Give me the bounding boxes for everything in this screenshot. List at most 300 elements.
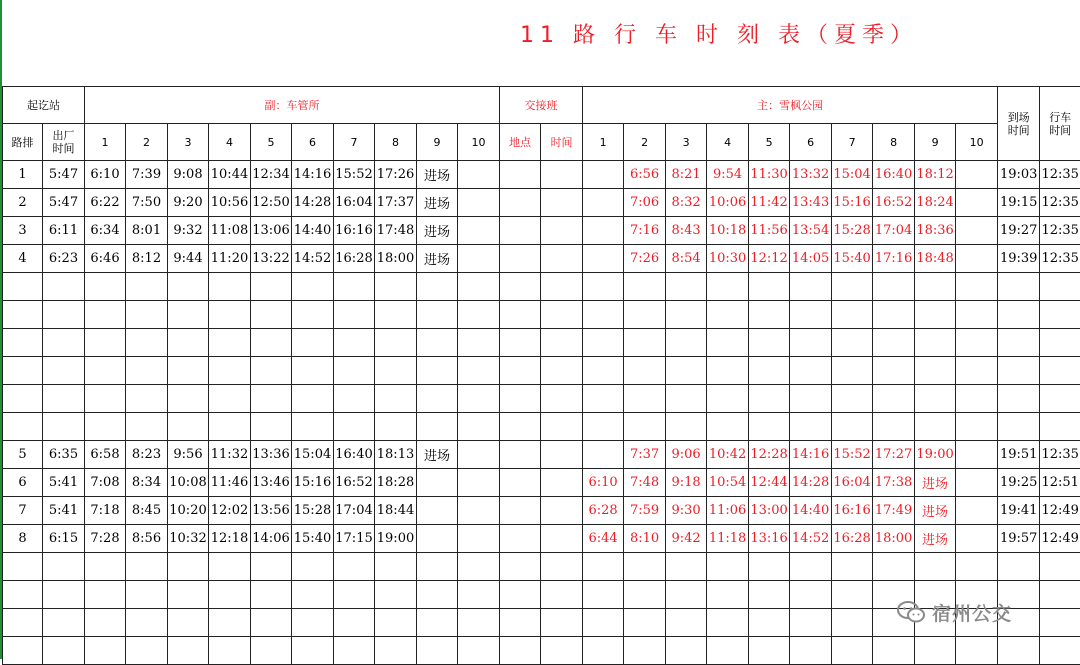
sub-time-cell: [209, 581, 251, 609]
sub-col-header: 2: [126, 124, 168, 161]
handover-place-cell: [500, 609, 541, 637]
sub-time-cell: 14:28: [292, 189, 334, 217]
table-row: [3, 385, 1080, 413]
sub-time-cell: [85, 385, 126, 413]
sub-time-cell: [85, 273, 126, 301]
handover-place-cell: [500, 245, 541, 273]
sub-time-cell: [417, 581, 458, 609]
arrive-time-cell: [998, 385, 1040, 413]
sub-time-cell: [375, 609, 417, 637]
sub-time-cell: [168, 301, 209, 329]
run-time-cell: 12:35: [1040, 217, 1080, 245]
sub-time-cell: [126, 385, 168, 413]
sub-time-cell: [334, 301, 375, 329]
main-time-cell: [790, 553, 832, 581]
handover-place-cell: [500, 553, 541, 581]
sub-time-cell: [251, 609, 292, 637]
main-time-cell: 9:30: [666, 497, 707, 525]
main-time-cell: [583, 301, 624, 329]
run-time-cell: 12:49: [1040, 525, 1080, 553]
sub-time-cell: [168, 357, 209, 385]
table-row: [3, 637, 1080, 665]
main-time-cell: [873, 329, 915, 357]
sub-time-cell: [417, 525, 458, 553]
sub-time-cell: 13:06: [251, 217, 292, 245]
depart-time-cell: 6:23: [43, 245, 85, 273]
main-time-cell: [666, 581, 707, 609]
sub-col-header: 3: [168, 124, 209, 161]
table-row: [3, 161, 1080, 189]
sub-time-cell: [209, 413, 251, 441]
main-time-cell: 11:18: [707, 525, 749, 553]
sub-time-cell: 17:04: [334, 497, 375, 525]
sub-time-cell: [251, 637, 292, 665]
main-time-cell: [790, 581, 832, 609]
main-time-cell: 10:30: [707, 245, 749, 273]
depart-time-cell: [43, 413, 85, 441]
main-time-cell: 11:42: [749, 189, 790, 217]
main-time-cell: 进场: [915, 469, 956, 497]
table-row: [3, 245, 1080, 273]
main-time-cell: [666, 301, 707, 329]
arrive-time-cell: [998, 553, 1040, 581]
main-time-cell: [583, 581, 624, 609]
sub-time-cell: [85, 301, 126, 329]
sub-time-cell: 12:18: [209, 525, 251, 553]
main-time-cell: [666, 553, 707, 581]
sub-time-cell: 进场: [417, 441, 458, 469]
depart-time-header: 出厂 时间: [43, 124, 85, 161]
main-time-cell: [956, 301, 998, 329]
main-time-cell: [707, 413, 749, 441]
main-time-cell: [749, 301, 790, 329]
sub-time-cell: 16:40: [334, 441, 375, 469]
sub-time-cell: 8:01: [126, 217, 168, 245]
main-time-cell: 8:10: [624, 525, 666, 553]
main-time-cell: [790, 273, 832, 301]
sub-time-cell: 15:28: [292, 497, 334, 525]
main-time-cell: [832, 553, 873, 581]
main-time-cell: 16:16: [832, 497, 873, 525]
run-time-cell: 12:49: [1040, 497, 1080, 525]
main-time-cell: [873, 273, 915, 301]
main-time-cell: [583, 441, 624, 469]
sub-time-cell: 8:12: [126, 245, 168, 273]
sub-time-cell: [334, 413, 375, 441]
main-time-cell: 16:40: [873, 161, 915, 189]
main-time-cell: [624, 385, 666, 413]
sub-time-cell: 17:37: [375, 189, 417, 217]
main-time-cell: 10:54: [707, 469, 749, 497]
sub-time-cell: [85, 413, 126, 441]
sub-time-cell: [168, 413, 209, 441]
sub-time-cell: 8:34: [126, 469, 168, 497]
handover-place-cell: [500, 357, 541, 385]
main-time-cell: 15:04: [832, 161, 873, 189]
main-time-cell: [790, 637, 832, 665]
table-row: [3, 217, 1080, 245]
main-time-cell: [832, 637, 873, 665]
sub-time-cell: [375, 329, 417, 357]
handover-time-cell: [541, 553, 583, 581]
handover-place-cell: [500, 301, 541, 329]
sub-time-cell: 8:23: [126, 441, 168, 469]
sub-time-cell: [85, 553, 126, 581]
arrive-time-cell: 19:39: [998, 245, 1040, 273]
main-time-cell: 13:43: [790, 189, 832, 217]
arrive-time-cell: [998, 637, 1040, 665]
handover-time-cell: [541, 609, 583, 637]
sub-time-cell: 7:28: [85, 525, 126, 553]
run-time-cell: 12:35: [1040, 161, 1080, 189]
sub-time-cell: [417, 413, 458, 441]
main-time-cell: [915, 637, 956, 665]
sub-time-cell: [334, 329, 375, 357]
sub-time-cell: [375, 637, 417, 665]
arrive-time-cell: [998, 329, 1040, 357]
main-time-cell: 7:16: [624, 217, 666, 245]
sub-time-cell: 6:22: [85, 189, 126, 217]
main-time-cell: [749, 357, 790, 385]
sub-time-cell: 13:36: [251, 441, 292, 469]
arrive-time-cell: [998, 357, 1040, 385]
sub-time-cell: [126, 413, 168, 441]
handover-time-cell: [541, 497, 583, 525]
sub-time-cell: [168, 609, 209, 637]
handover-time-cell: [541, 217, 583, 245]
sub-time-cell: 7:18: [85, 497, 126, 525]
route-number-cell: [3, 273, 43, 301]
main-time-cell: 6:28: [583, 497, 624, 525]
sub-time-cell: 12:50: [251, 189, 292, 217]
main-time-cell: 13:54: [790, 217, 832, 245]
main-time-cell: 11:56: [749, 217, 790, 245]
depart-time-cell: [43, 637, 85, 665]
route-number-cell: 6: [3, 469, 43, 497]
sub-time-cell: [251, 301, 292, 329]
arrive-time-cell: [998, 273, 1040, 301]
main-time-cell: [707, 637, 749, 665]
main-time-cell: [624, 273, 666, 301]
handover-time-cell: [541, 469, 583, 497]
run-time-cell: [1040, 385, 1080, 413]
main-time-cell: [624, 637, 666, 665]
depart-time-cell: [43, 385, 85, 413]
sub-time-cell: [126, 637, 168, 665]
main-time-cell: 17:49: [873, 497, 915, 525]
sub-time-cell: [334, 385, 375, 413]
sub-time-cell: [417, 385, 458, 413]
main-time-cell: 18:36: [915, 217, 956, 245]
sub-time-cell: [168, 385, 209, 413]
sub-time-cell: [458, 581, 500, 609]
main-time-cell: [832, 301, 873, 329]
sub-time-cell: [417, 553, 458, 581]
main-time-cell: [873, 357, 915, 385]
handover-place-cell: [500, 273, 541, 301]
sub-time-cell: [334, 637, 375, 665]
sub-time-cell: [209, 609, 251, 637]
route-header: 路排: [3, 124, 43, 161]
run-time-cell: 12:35: [1040, 245, 1080, 273]
handover-time-cell: [541, 273, 583, 301]
sub-time-cell: 16:28: [334, 245, 375, 273]
sub-time-cell: 16:04: [334, 189, 375, 217]
arrive-time-cell: [998, 413, 1040, 441]
main-time-cell: 6:56: [624, 161, 666, 189]
sub-time-cell: 11:32: [209, 441, 251, 469]
main-time-cell: 18:24: [915, 189, 956, 217]
sub-time-cell: [375, 413, 417, 441]
main-col-header: 2: [624, 124, 666, 161]
sub-time-cell: 6:46: [85, 245, 126, 273]
main-time-cell: [624, 413, 666, 441]
sub-time-cell: [458, 161, 500, 189]
depart-time-cell: [43, 609, 85, 637]
main-col-header: 7: [832, 124, 873, 161]
watermark-text: 宿州公交: [932, 599, 1012, 626]
sub-time-cell: [292, 357, 334, 385]
sub-time-cell: [251, 553, 292, 581]
main-time-cell: [915, 301, 956, 329]
main-time-cell: 14:28: [790, 469, 832, 497]
main-time-cell: [666, 329, 707, 357]
sub-time-cell: [375, 273, 417, 301]
main-time-cell: 9:06: [666, 441, 707, 469]
sub-time-cell: [458, 357, 500, 385]
handover-time-cell: [541, 581, 583, 609]
sub-time-cell: 11:46: [209, 469, 251, 497]
main-time-cell: 11:30: [749, 161, 790, 189]
main-time-cell: [956, 329, 998, 357]
sub-time-cell: [458, 441, 500, 469]
sub-time-cell: [251, 385, 292, 413]
table-row: [3, 357, 1080, 385]
sub-time-cell: 14:16: [292, 161, 334, 189]
table-row: [3, 553, 1080, 581]
sub-time-cell: [458, 217, 500, 245]
depart-time-cell: [43, 581, 85, 609]
sub-time-cell: 17:15: [334, 525, 375, 553]
sub-time-cell: [126, 553, 168, 581]
main-time-cell: [624, 609, 666, 637]
run-time-cell: 12:35: [1040, 189, 1080, 217]
sub-time-cell: 进场: [417, 217, 458, 245]
main-time-cell: [790, 413, 832, 441]
main-time-cell: 7:26: [624, 245, 666, 273]
main-time-cell: [749, 609, 790, 637]
main-time-cell: 18:48: [915, 245, 956, 273]
sub-time-cell: [209, 637, 251, 665]
sub-time-cell: 16:16: [334, 217, 375, 245]
main-time-cell: [956, 553, 998, 581]
main-time-cell: [873, 385, 915, 413]
main-time-cell: 19:00: [915, 441, 956, 469]
sub-terminal-header: 副：车管所: [85, 87, 500, 124]
route-number-cell: 5: [3, 441, 43, 469]
main-time-cell: [666, 273, 707, 301]
main-time-cell: 12:44: [749, 469, 790, 497]
main-time-cell: 17:38: [873, 469, 915, 497]
sub-time-cell: 6:58: [85, 441, 126, 469]
arrive-time-cell: 19:15: [998, 189, 1040, 217]
handover-time-cell: [541, 329, 583, 357]
depart-time-cell: [43, 553, 85, 581]
sub-col-header: 1: [85, 124, 126, 161]
sub-time-cell: [209, 385, 251, 413]
table-row: [3, 441, 1080, 469]
handover-place-cell: [500, 385, 541, 413]
sub-time-cell: [168, 637, 209, 665]
sub-time-cell: [126, 301, 168, 329]
sub-time-cell: 14:52: [292, 245, 334, 273]
table-row: [3, 273, 1080, 301]
sub-time-cell: [375, 357, 417, 385]
main-time-cell: [956, 273, 998, 301]
run-time-cell: [1040, 301, 1080, 329]
handover-place-cell: [500, 217, 541, 245]
sub-time-cell: [417, 329, 458, 357]
sub-time-cell: [458, 525, 500, 553]
sub-time-cell: [292, 553, 334, 581]
route-number-cell: 7: [3, 497, 43, 525]
depart-time-cell: 5:41: [43, 497, 85, 525]
sub-time-cell: [292, 581, 334, 609]
main-col-header: 1: [583, 124, 624, 161]
handover-place-cell: [500, 329, 541, 357]
main-time-cell: [915, 273, 956, 301]
sub-time-cell: 6:10: [85, 161, 126, 189]
sub-time-cell: [85, 609, 126, 637]
sub-time-cell: [251, 581, 292, 609]
main-time-cell: [624, 329, 666, 357]
sub-time-cell: 9:56: [168, 441, 209, 469]
main-time-cell: [666, 609, 707, 637]
sub-col-header: 5: [251, 124, 292, 161]
route-number-cell: 3: [3, 217, 43, 245]
main-time-cell: [956, 413, 998, 441]
sub-time-cell: [292, 301, 334, 329]
sub-time-cell: 14:40: [292, 217, 334, 245]
sub-time-cell: [126, 581, 168, 609]
sub-time-cell: [458, 553, 500, 581]
sub-time-cell: [209, 301, 251, 329]
sub-col-header: 10: [458, 124, 500, 161]
sub-time-cell: 14:06: [251, 525, 292, 553]
main-time-cell: [956, 357, 998, 385]
sub-time-cell: 进场: [417, 161, 458, 189]
main-time-cell: 进场: [915, 497, 956, 525]
route-number-cell: [3, 413, 43, 441]
main-time-cell: [749, 273, 790, 301]
run-time-cell: 12:51: [1040, 469, 1080, 497]
sub-time-cell: [458, 329, 500, 357]
main-time-cell: [832, 609, 873, 637]
main-terminal-header: 主：雪枫公园: [583, 87, 998, 124]
sub-time-cell: [417, 301, 458, 329]
route-number-cell: 4: [3, 245, 43, 273]
sub-time-cell: [458, 609, 500, 637]
depart-time-cell: [43, 273, 85, 301]
sub-time-cell: [458, 413, 500, 441]
sub-time-cell: [168, 581, 209, 609]
run-time-cell: [1040, 413, 1080, 441]
handover-place-cell: [500, 469, 541, 497]
main-col-header: 9: [915, 124, 956, 161]
main-time-cell: 8:21: [666, 161, 707, 189]
sub-time-cell: 进场: [417, 245, 458, 273]
handover-place-cell: [500, 413, 541, 441]
main-time-cell: [707, 385, 749, 413]
sub-time-cell: [85, 637, 126, 665]
main-time-cell: [624, 581, 666, 609]
main-col-header: 6: [790, 124, 832, 161]
arrive-time-cell: 19:57: [998, 525, 1040, 553]
sub-time-cell: [334, 357, 375, 385]
run-time-cell: [1040, 553, 1080, 581]
main-time-cell: 18:00: [873, 525, 915, 553]
main-time-cell: [583, 413, 624, 441]
main-time-cell: [583, 385, 624, 413]
main-time-cell: [666, 413, 707, 441]
main-time-cell: 17:04: [873, 217, 915, 245]
sub-time-cell: 13:22: [251, 245, 292, 273]
sub-time-cell: 17:48: [375, 217, 417, 245]
main-time-cell: [624, 301, 666, 329]
sub-time-cell: [168, 329, 209, 357]
sub-time-cell: 16:52: [334, 469, 375, 497]
route-number-cell: [3, 637, 43, 665]
main-time-cell: [956, 161, 998, 189]
sub-time-cell: 15:04: [292, 441, 334, 469]
table-row: [3, 413, 1080, 441]
main-time-cell: [956, 525, 998, 553]
route-number-cell: [3, 301, 43, 329]
sub-time-cell: [334, 581, 375, 609]
main-time-cell: 16:52: [873, 189, 915, 217]
table-row: [3, 189, 1080, 217]
main-time-cell: 10:18: [707, 217, 749, 245]
sub-time-cell: [375, 385, 417, 413]
sub-time-cell: 19:00: [375, 525, 417, 553]
handover-place-cell: [500, 161, 541, 189]
sub-time-cell: [292, 413, 334, 441]
main-time-cell: [873, 637, 915, 665]
sub-time-cell: 7:08: [85, 469, 126, 497]
sub-time-cell: 13:56: [251, 497, 292, 525]
sub-time-cell: 11:08: [209, 217, 251, 245]
main-time-cell: 12:12: [749, 245, 790, 273]
main-time-cell: 16:04: [832, 469, 873, 497]
main-time-cell: 9:54: [707, 161, 749, 189]
main-col-header: 8: [873, 124, 915, 161]
sub-time-cell: [292, 273, 334, 301]
route-number-cell: [3, 553, 43, 581]
sub-col-header: 9: [417, 124, 458, 161]
sub-time-cell: 10:20: [168, 497, 209, 525]
sub-time-cell: 18:13: [375, 441, 417, 469]
main-time-cell: [583, 357, 624, 385]
sub-time-cell: 15:16: [292, 469, 334, 497]
sub-time-cell: 10:08: [168, 469, 209, 497]
sub-time-cell: [375, 301, 417, 329]
main-time-cell: 7:37: [624, 441, 666, 469]
main-time-cell: [790, 301, 832, 329]
main-time-cell: [832, 329, 873, 357]
sub-time-cell: [85, 357, 126, 385]
sub-time-cell: [209, 357, 251, 385]
main-time-cell: 9:18: [666, 469, 707, 497]
